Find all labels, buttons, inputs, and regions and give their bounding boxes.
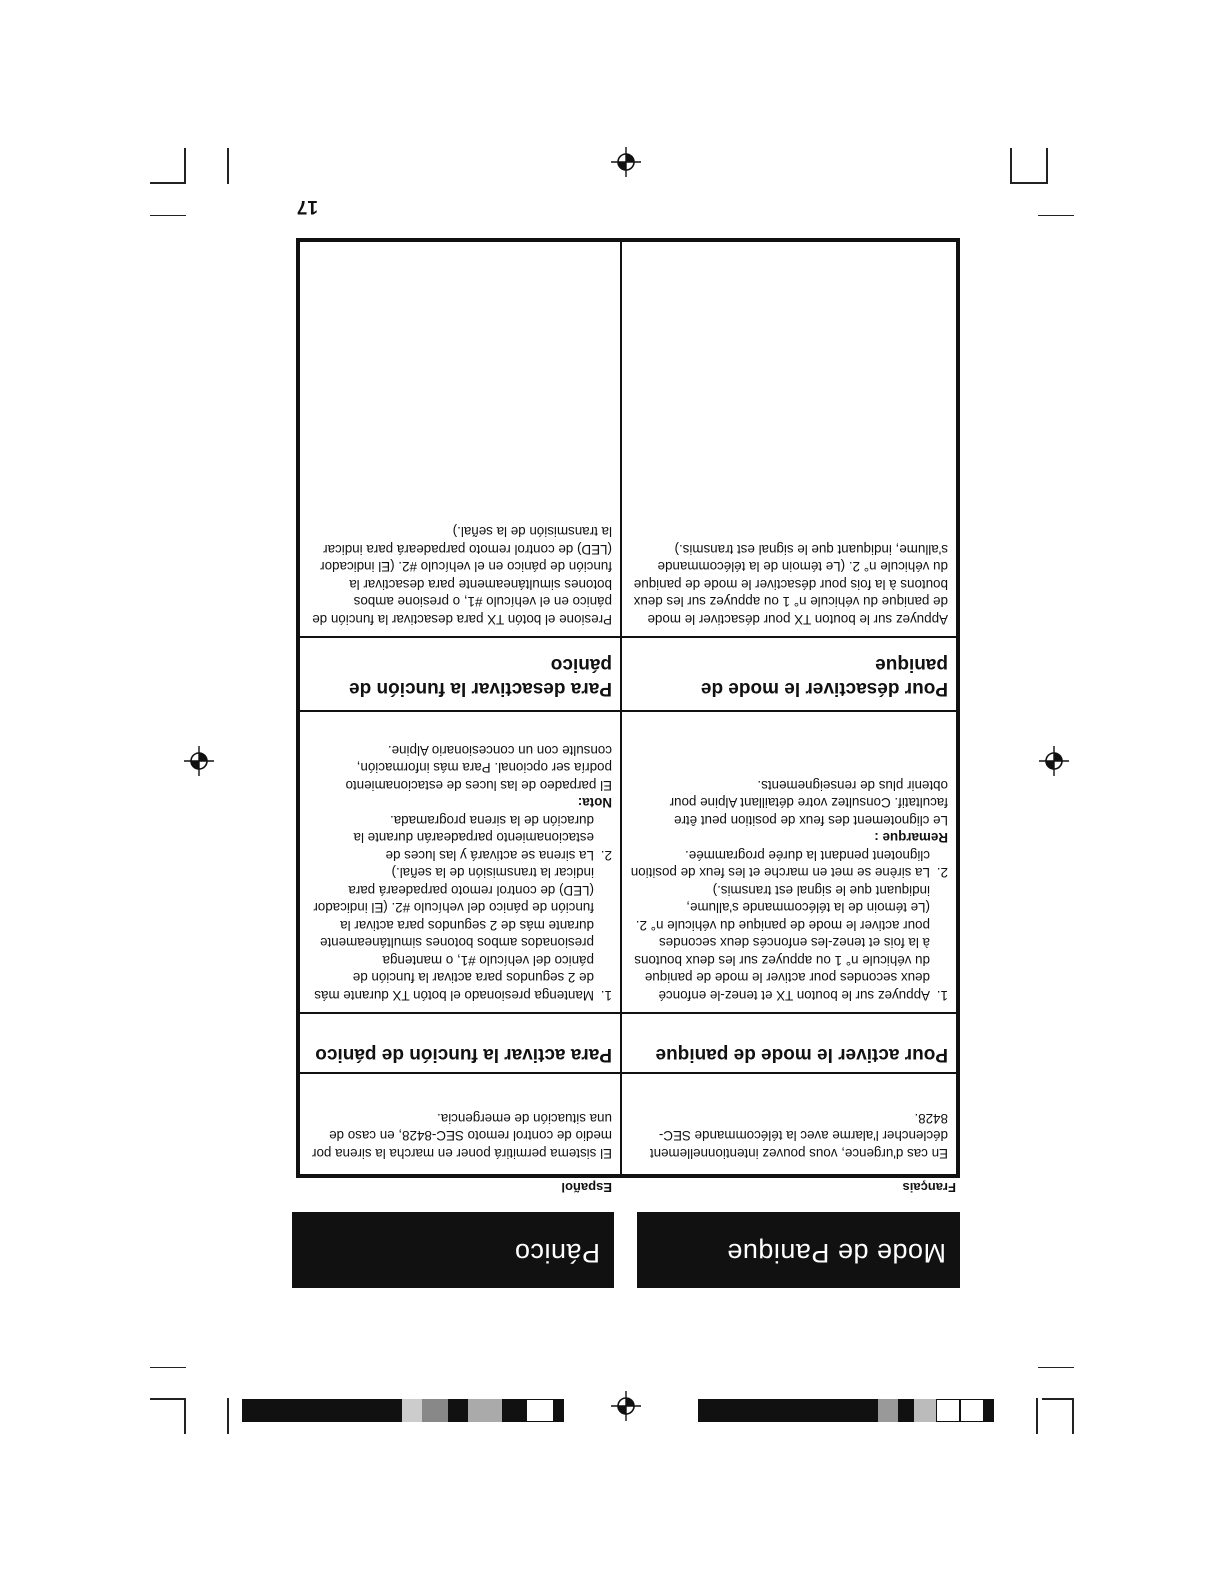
bilingual-instruction-table xyxy=(296,238,960,1178)
row-divider xyxy=(300,710,956,712)
page-number: 17 xyxy=(296,196,318,217)
registration-target-icon xyxy=(611,1391,641,1421)
french-intro-text: En cas d'urgence, vous pouvez intentionnellement déclencher l'alarme avec la télécommande SEC-8428. xyxy=(649,1111,948,1161)
spanish-note-text: El parpadeo de las luces de estacionamiento podría ser opcional. Para más información, consulte con un concesionario Alpine. xyxy=(345,743,612,793)
registration-target-icon xyxy=(611,147,641,177)
french-language-label: Français xyxy=(902,1180,956,1195)
spanish-activate-step: 2. La sirena se activará y las luces de estacionamiento parpadearán durante la duración de la sirena programada. xyxy=(353,813,612,863)
french-banner-title: Mode de Panique xyxy=(726,1238,946,1268)
french-note-text: Le clignotement des feux de position peut être facultatif. Consultez votre détaillant Alpine pour obtenir plus de renseignements. xyxy=(669,778,948,828)
color-calibration-bar xyxy=(242,1399,564,1422)
french-activate-heading: Pour activer le mode de panique xyxy=(655,1044,948,1065)
row-divider xyxy=(300,1012,956,1014)
french-activate-step: 2. La sirène se met en marche et les feux de position clignotent pendant la durée programmée. xyxy=(630,848,948,881)
french-section-banner xyxy=(637,1212,960,1288)
spanish-note-title: Nota: xyxy=(577,795,612,811)
spanish-deactivate-heading: Para desactivar la función de pánico xyxy=(349,654,612,699)
french-note-title: Remarque : xyxy=(874,830,948,846)
spanish-intro-text: El sistema permitirá poner en marcha la sirena por medio de control remoto SEC-8428, en caso de una situación de emergencia. xyxy=(312,1111,612,1161)
spanish-language-label: Español xyxy=(561,1180,612,1195)
registration-target-icon xyxy=(184,746,214,776)
french-activate-section xyxy=(630,777,948,1005)
spanish-section-banner xyxy=(292,1212,614,1288)
french-activate-step: 1. Appuyez sur le bouton TX et tenez-le enfoncé deux secondes pour activer le mode de panique du véhicule n° 1 ou appuyez sur les deux boutons à la fois et tenez-les enfoncés deux secondes pour activer le mode de panique du véhicule n° 2. (Le témoin de la télécommande s'allume, indiquant que le signal est transmis.) xyxy=(634,883,948,1003)
french-deactivate-text: Appuyez sur le bouton TX pour désactiver le mode de panique du véhicule n° 1 ou appuyez sur les deux boutons à la fois pour désactiver le mode de panique du véhicule n° 2. (Le témoin de la télécommande s'allume, indiquant que le signal est transmis.) xyxy=(633,542,948,627)
spanish-deactivate-text: Presione el botón TX para desactivar la función de pánico en el vehículo #1, o presione ambos botones simultáneamente para desactivar la función de pánico en el vehículo #2. (El indicador (LED) de control remoto parpadeará para indicar la transmisión de la señal.) xyxy=(312,524,612,627)
column-divider xyxy=(620,242,622,1174)
registration-target-icon xyxy=(1039,746,1069,776)
color-calibration-bar xyxy=(698,1399,994,1422)
row-divider xyxy=(300,1072,956,1074)
spanish-activate-step: 1. Mantenga presionado el botón TX durante más de 2 segundos para activar la función de pánico del vehículo #1, o mantenga presionados ambos botones simultáneamente durante más de 2 segundos para activar la función de pánico del vehículo #2. (El indicador (LED) de control remoto parpadeará para indicar la transmisión de la señal.) xyxy=(313,865,612,1003)
french-deactivate-heading: Pour désactiver le mode de panique xyxy=(700,654,948,699)
spanish-activate-heading: Para activar la función de pánico xyxy=(315,1044,612,1065)
spanish-activate-section xyxy=(312,742,612,1005)
row-divider xyxy=(300,636,956,638)
spanish-banner-title: Pánico xyxy=(514,1238,600,1268)
